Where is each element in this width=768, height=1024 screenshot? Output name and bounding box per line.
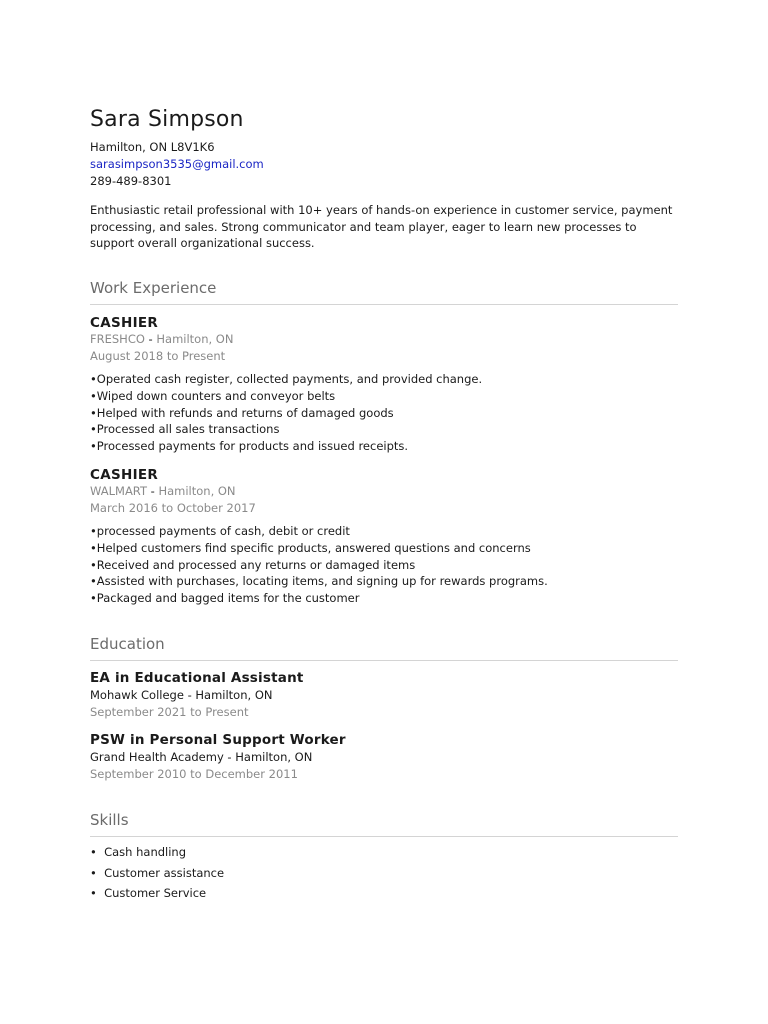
job-employer-line: FRESHCO - Hamilton, ON <box>90 332 234 346</box>
candidate-name: Sara Simpson <box>90 107 244 132</box>
education-heading: Education <box>90 635 165 653</box>
job-employer-line: WALMART - Hamilton, ON <box>90 484 236 498</box>
list-item: • Operated cash register, collected payments, and provided change. <box>90 371 482 388</box>
job-title: CASHIER <box>90 315 159 331</box>
degree-title: EA in Educational Assistant <box>90 670 304 686</box>
school-location: Hamilton, ON <box>195 688 273 702</box>
job-duties-list <box>90 523 548 607</box>
job-title: CASHIER <box>90 467 159 483</box>
school-name: Grand Health Academy <box>90 750 224 764</box>
contact-phone: 289-489-8301 <box>90 174 172 188</box>
contact-email-link[interactable]: sarasimpson3535@gmail.com <box>90 157 264 171</box>
list-item: • Customer assistance <box>90 863 224 884</box>
list-item: • Assisted with purchases, locating items, and signing up for rewards programs. <box>90 573 548 590</box>
list-item: • Helped with refunds and returns of damaged goods <box>90 405 482 422</box>
section-divider <box>90 660 678 661</box>
school-line: Grand Health Academy - Hamilton, ON <box>90 750 313 764</box>
list-item: • Received and processed any returns or damaged items <box>90 557 548 574</box>
skills-heading: Skills <box>90 811 129 829</box>
section-divider <box>90 836 678 837</box>
list-item: • Wiped down counters and conveyor belts <box>90 388 482 405</box>
job-dates: March 2016 to October 2017 <box>90 501 256 515</box>
school-name: Mohawk College <box>90 688 184 702</box>
list-item: • processed payments of cash, debit or credit <box>90 523 548 540</box>
job-location: Hamilton, ON <box>156 332 234 346</box>
list-item: • Packaged and bagged items for the customer <box>90 590 548 607</box>
degree-title: PSW in Personal Support Worker <box>90 732 346 748</box>
list-item: • Processed all sales transactions <box>90 421 482 438</box>
school-location: Hamilton, ON <box>235 750 313 764</box>
education-dates: September 2021 to Present <box>90 705 249 719</box>
skills-list <box>90 842 224 904</box>
professional-summary: Enthusiastic retail professional with 10+ years of hands-on experience in customer service, payment processing, and sales. Strong communicator and team player, eager to learn new processes to support overall organizational success. <box>90 203 673 250</box>
job-employer: FRESHCO <box>90 332 145 346</box>
list-item: • Cash handling <box>90 842 224 863</box>
job-dates: August 2018 to Present <box>90 349 226 363</box>
school-line: Mohawk College - Hamilton, ON <box>90 688 273 702</box>
list-item: • Customer Service <box>90 883 224 904</box>
contact-address: Hamilton, ON L8V1K6 <box>90 140 215 154</box>
education-dates: September 2010 to December 2011 <box>90 767 298 781</box>
work-experience-heading: Work Experience <box>90 279 217 297</box>
list-item: • Helped customers find specific products, answered questions and concerns <box>90 540 548 557</box>
job-employer: WALMART <box>90 484 147 498</box>
job-duties-list <box>90 371 482 455</box>
list-item: • Processed payments for products and issued receipts. <box>90 438 482 455</box>
section-divider <box>90 304 678 305</box>
job-location: Hamilton, ON <box>158 484 236 498</box>
